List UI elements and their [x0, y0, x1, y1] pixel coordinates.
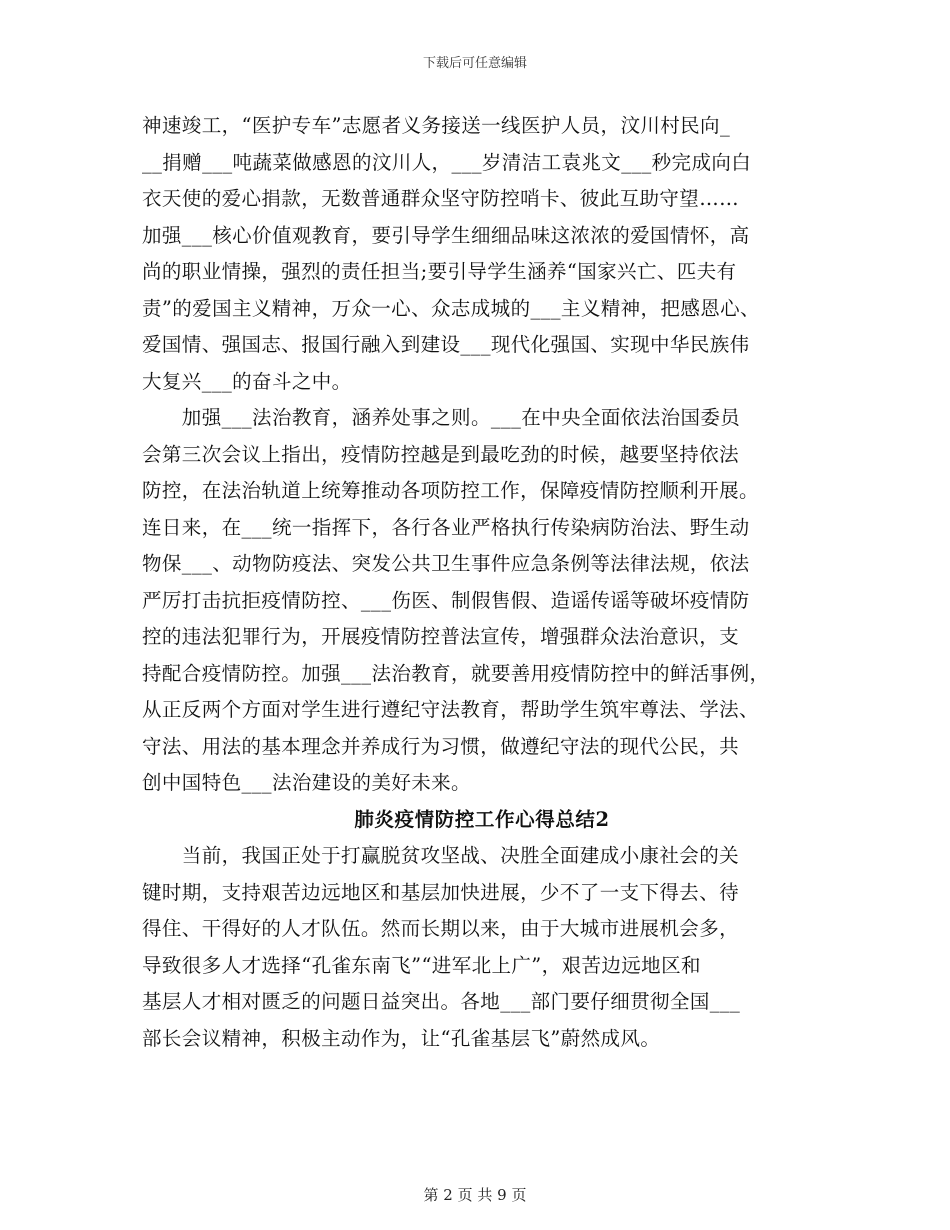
text-line: 得住、干得好的人才队伍。然而长期以来，由于大城市进展机会多，	[142, 917, 740, 940]
text-line: __捐赠___吨蔬菜做感恩的汶川人，___岁清洁工袁兆文___秒完成向白	[142, 150, 752, 174]
text-line: 控的违法犯罪行为，开展疫情防控普法宣传，增强群众法治意识，支	[142, 625, 740, 648]
text-line: 物保___、动物防疫法、突发公共卫生事件应急条例等法律法规，依法	[142, 552, 750, 575]
text-line: 连日来，在___统一指挥下，各行各业严格执行传染病防治法、野生动	[142, 515, 750, 539]
text-line: 爱国情、强国志、报国行融入到建设___现代化强国、实现中华民族伟	[142, 333, 750, 356]
text-line: 基层人才相对匮乏的问题日益突出。各地___部门要仔细贯彻全国___	[142, 990, 741, 1013]
section-title: 肺炎疫情防控工作心得总结2	[354, 807, 610, 831]
text-line: 会第三次会议上指出，疫情防控越是到最吃劲的时候，越要坚持依法	[142, 442, 740, 466]
text-line: 防控，在法治轨道上统筹推动各项防控工作，保障疫情防控顺利开展。	[142, 479, 759, 502]
text-line: 责”的爱国主义精神，万众一心、众志成城的___主义精神，把感恩心、	[142, 296, 760, 320]
text-line: 创中国特色___法治建设的美好未来。	[142, 771, 471, 794]
text-line: 导致很多人才选择“孔雀东南飞”“进军北上广”，艰苦边远地区和	[142, 953, 701, 977]
text-line: 键时期，支持艰苦边远地区和基层加快进展，少不了一支下得去、待	[142, 880, 740, 904]
text-line: 大复兴___的奋斗之中。	[142, 369, 352, 393]
text-line: 守法、用法的基本理念并养成行为习惯，做遵纪守法的现代公民，共	[142, 734, 740, 758]
text-line: 加强___法治教育，涵养处事之则。___在中央全面依法治国委员	[142, 406, 741, 429]
text-line: 衣天使的爱心捐款，无数普通群众坚守防控哨卡、彼此互助守望……	[142, 187, 740, 210]
text-line: 严厉打击抗拒疫情防控、___伤医、制假售假、造谣传谣等破坏疫情防	[142, 588, 750, 612]
page-header: 下载后可任意编辑	[422, 56, 527, 71]
text-line: 部长会议精神，积极主动作为，让“孔雀基层飞”蔚然成风。	[142, 1026, 661, 1050]
page-number: 第 2 页 共 9 页	[423, 1186, 527, 1204]
text-line: 持配合疫情防控。加强___法治教育，就要善用疫情防控中的鲜活事例，	[142, 661, 770, 685]
text-line: 尚的职业情操，强烈的责任担当;要引导学生涵养“国家兴亡、匹夫有	[142, 260, 737, 283]
text-line: 加强___核心价值观教育，要引导学生细细品味这浓浓的爱国情怀，高	[142, 223, 750, 247]
text-line: 从正反两个方面对学生进行遵纪守法教育，帮助学生筑牢尊法、学法、	[142, 698, 759, 721]
text-line: 当前，我国正处于打赢脱贫攻坚战、决胜全面建成小康社会的关	[142, 844, 740, 867]
document-body	[142, 108, 822, 1057]
text-line: 神速竣工，“医护专车”志愿者义务接送一线医护人员，汶川村民向_	[142, 114, 731, 137]
